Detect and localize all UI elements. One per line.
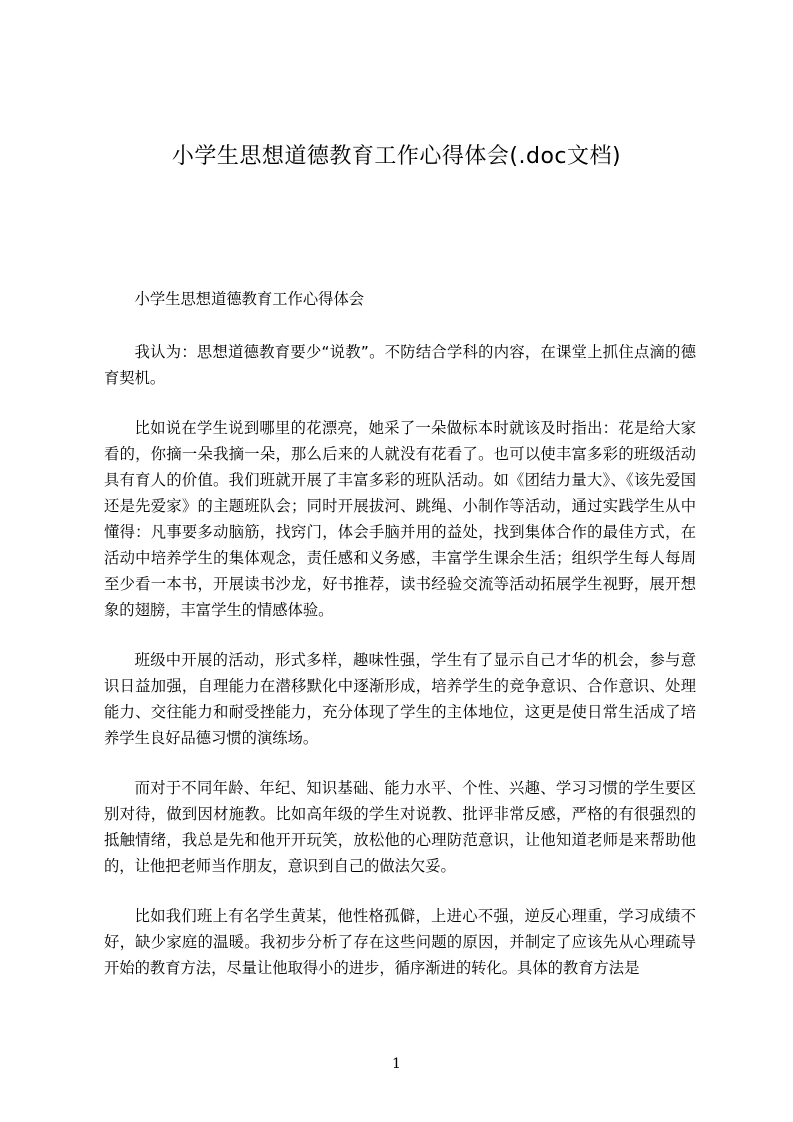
- paragraph-4: 而对于不同年龄、年纪、知识基础、能力水平、个性、兴趣、学习习惯的学生要区别对待，做到因材施教。比如高年级的学生对说教、批评非常反感，严格的有很强烈的抵触情绪，我总是先和他开开玩笑，放松他的心理防范意识，让他知道老师是来帮助他的，让他把老师当作朋友，意识到自己的做法欠妥。: [104, 779, 696, 875]
- paragraph-3: 班级中开展的活动，形式多样，趣味性强，学生有了显示自己才华的机会，参与意识日益加强，自理能力在潜移默化中逐渐形成，培养学生的竞争意识、合作意识、处理能力、交往能力和耐受挫能力，充分体现了学生的主体地位，这更是使日常生活成了培养学生良好品德习惯的演练场。: [104, 651, 696, 747]
- paragraph-5: 比如我们班上有名学生黄某，他性格孤僻，上进心不强，逆反心理重，学习成绩不好，缺少家庭的温暖。我初步分析了存在这些问题的原因，并制定了应该先从心理疏导开始的教育方法，尽量让他取得小的进步，循序渐进的转化。具体的教育方法是: [104, 907, 696, 977]
- document-body: [104, 286, 696, 1005]
- document-subtitle: 小学生思想道德教育工作心得体会: [134, 290, 365, 308]
- document-title: 小学生思想道德教育工作心得体会(.doc文档): [171, 144, 622, 169]
- paragraph-1: 我认为：思想道德教育要少“说教”。不防结合学科的内容，在课堂上抓住点滴的德育契机。: [104, 343, 696, 387]
- page-number: 1: [392, 1056, 401, 1072]
- paragraph-2: 比如说在学生说到哪里的花漂亮，她采了一朵做标本时就该及时指出：花是给大家看的，你摘一朵我摘一朵，那么后来的人就没有花看了。也可以使丰富多彩的班级活动具有育人的价值。我们班就开展了丰富多彩的班队活动。如《团结力量大》、《该先爱国还是先爱家》的主题班队会；同时开展拔河、跳绳、小制作等活动，通过实践学生从中懂得：凡事要多动脑筋，找窍门，体会手脑并用的益处，找到集体合作的最佳方式，在活动中培养学生的集体观念，责任感和义务感，丰富学生课余生活；组织学生每人每周至少看一本书，开展读书沙龙，好书推荐，读书经验交流等活动拓展学生视野，展开想象的翅膀，丰富学生的情感体验。: [104, 419, 696, 619]
